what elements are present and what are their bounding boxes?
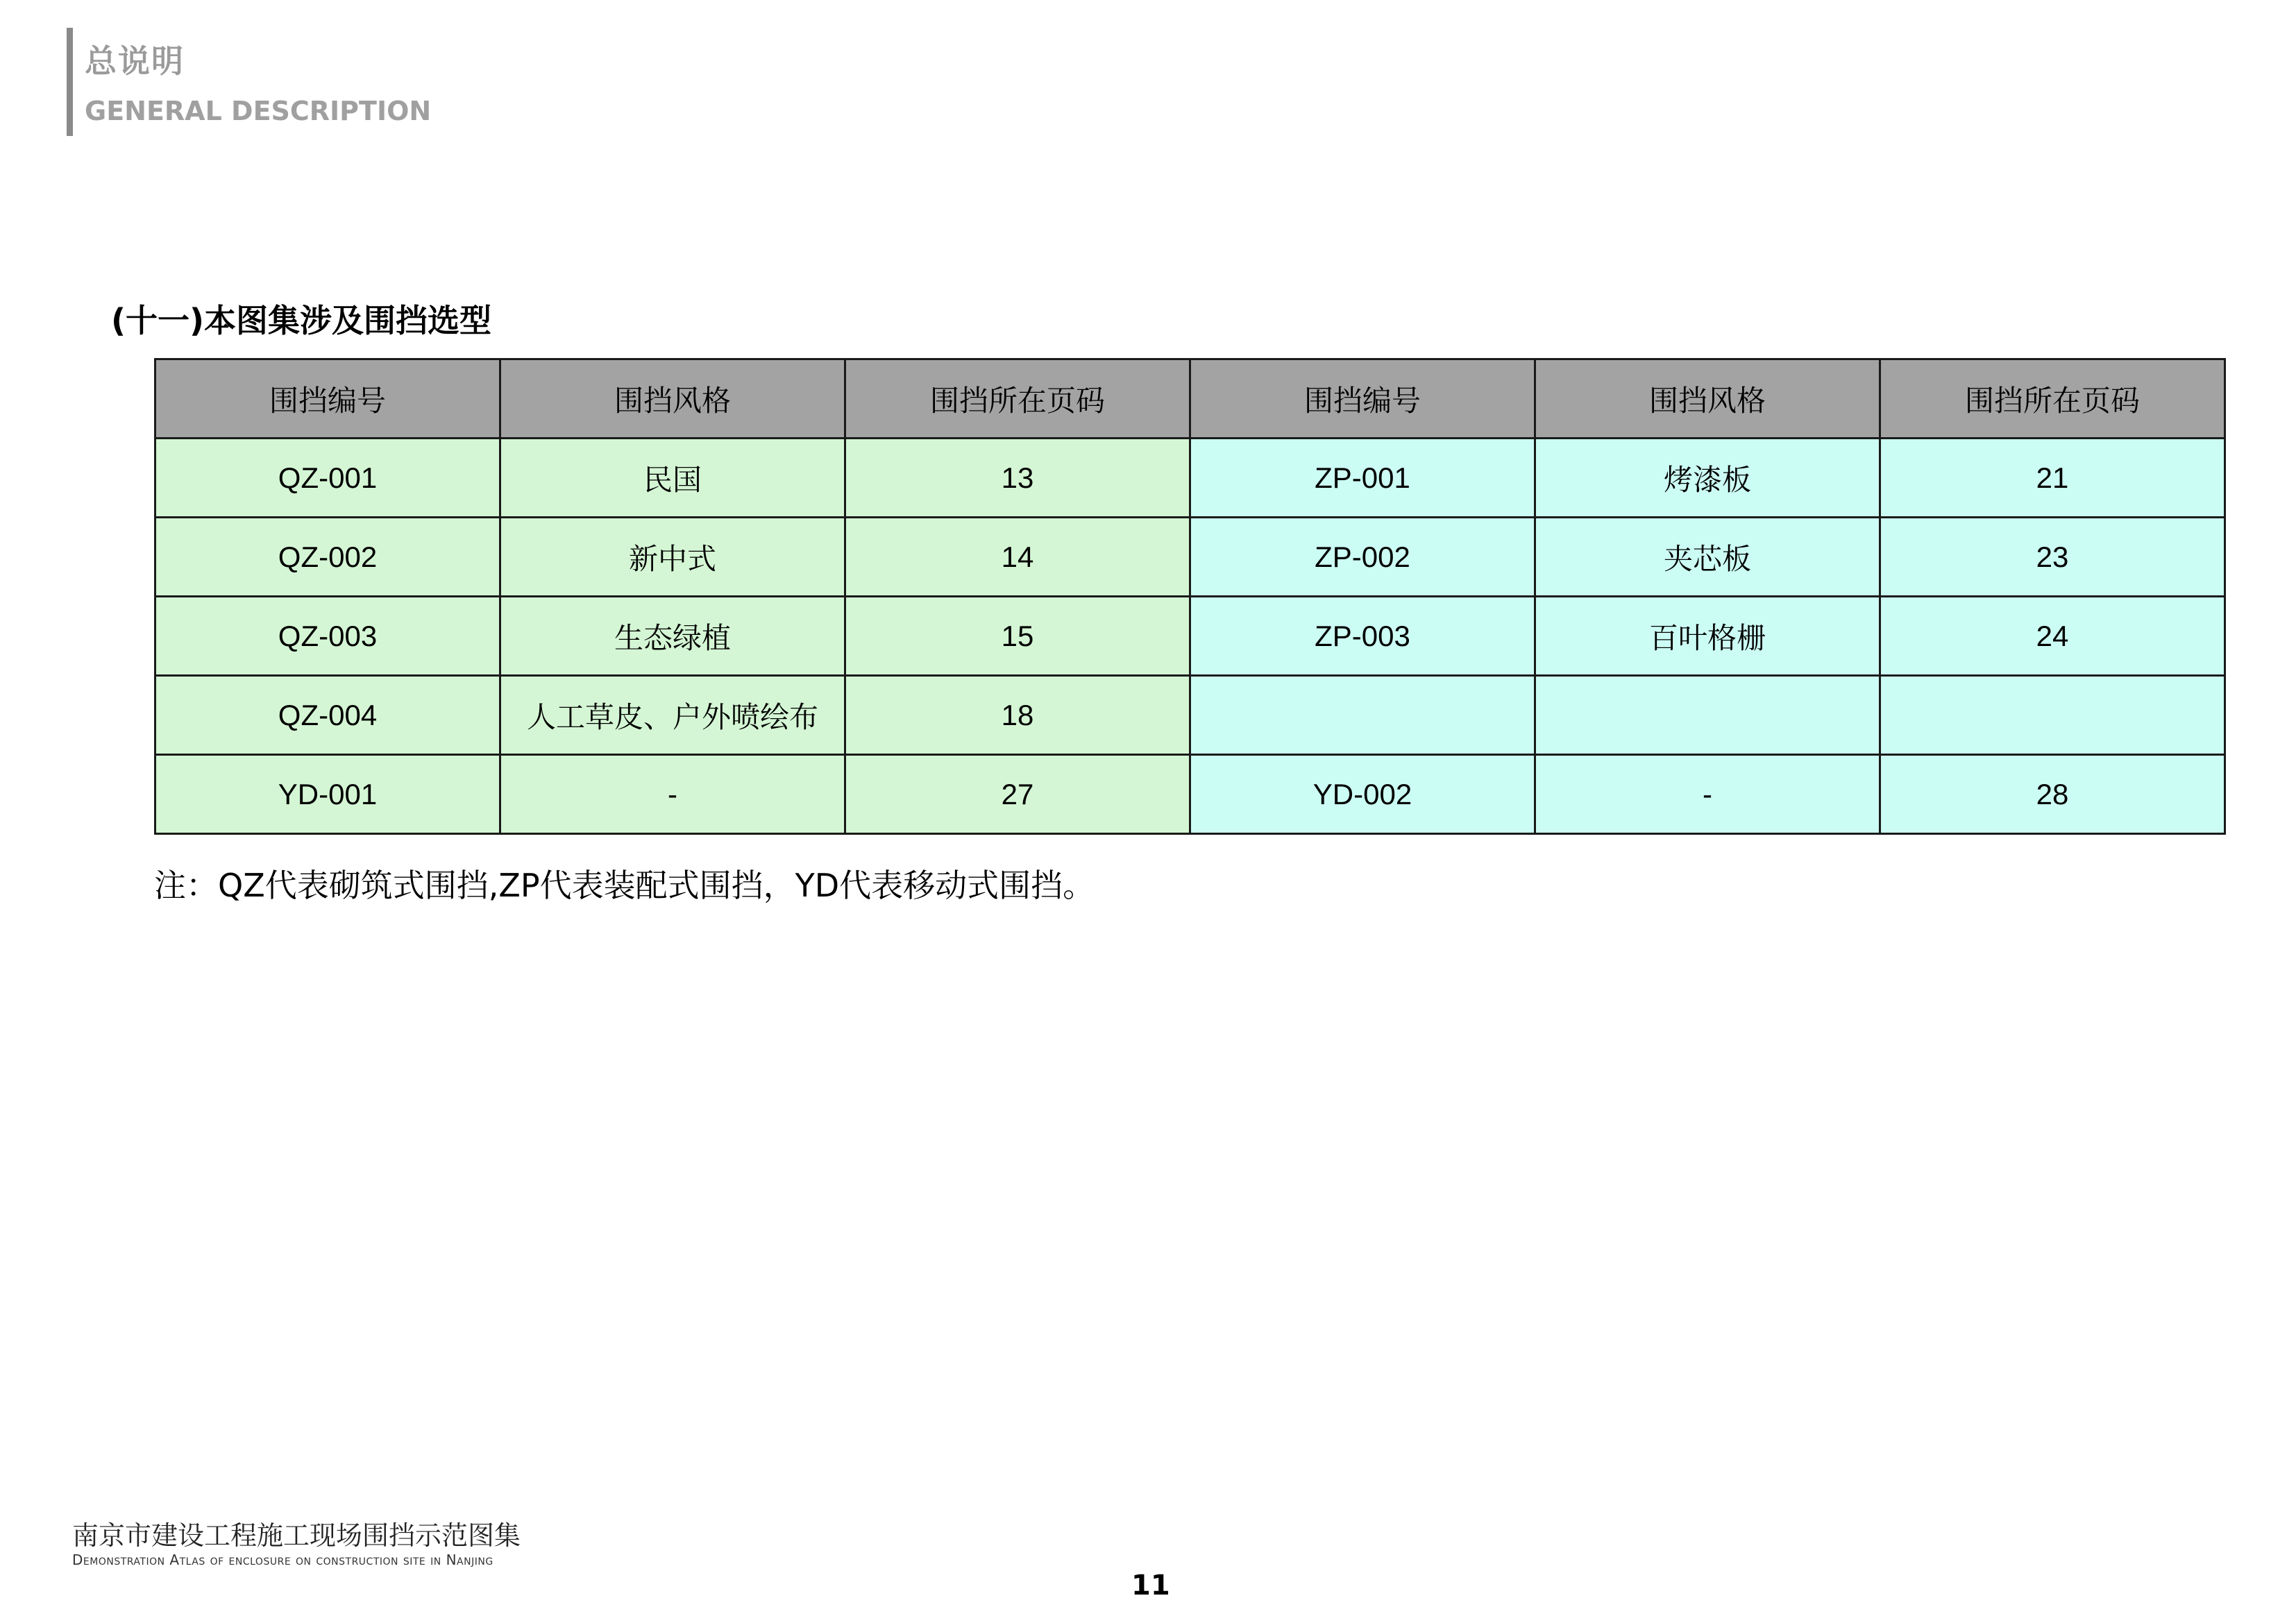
- table-header-row: [155, 359, 2225, 439]
- table-cell: 人工草皮、户外喷绘布: [500, 676, 845, 755]
- table-cell: 27: [845, 755, 1190, 834]
- table-cell: [1535, 676, 1880, 755]
- table-cell: 23: [1880, 518, 2225, 597]
- table-cell: QZ-004: [155, 676, 500, 755]
- table-cell: 24: [1880, 597, 2225, 676]
- table-cell: ZP-001: [1190, 439, 1535, 518]
- table-cell: 百叶格栅: [1535, 597, 1880, 676]
- table-cell: [1190, 676, 1535, 755]
- column-header: 围挡所在页码: [1880, 359, 2225, 439]
- table-cell: QZ-001: [155, 439, 500, 518]
- footer-title: 南京市建设工程施工现场围挡示范图集: [72, 1520, 521, 1551]
- column-header: 围挡所在页码: [845, 359, 1190, 439]
- table-cell: 28: [1880, 755, 2225, 834]
- table-cell: 15: [845, 597, 1190, 676]
- column-header: 围挡编号: [155, 359, 500, 439]
- table-cell: ZP-002: [1190, 518, 1535, 597]
- table-cell: QZ-002: [155, 518, 500, 597]
- section-heading: (十一)本图集涉及围挡选型: [111, 302, 492, 339]
- table-cell: 民国: [500, 439, 845, 518]
- table-row: [155, 597, 2225, 676]
- column-header: 围挡风格: [1535, 359, 1880, 439]
- table-cell: 烤漆板: [1535, 439, 1880, 518]
- header-accent-bar: [67, 28, 73, 136]
- table-cell: 14: [845, 518, 1190, 597]
- table-cell: -: [500, 755, 845, 834]
- table-cell: [1880, 676, 2225, 755]
- table-row: [155, 439, 2225, 518]
- page-number: 11: [1131, 1570, 1170, 1601]
- table-cell: 新中式: [500, 518, 845, 597]
- table-cell: 生态绿植: [500, 597, 845, 676]
- footer-subtitle: Demonstration Atlas of enclosure on construction site in Nanjing: [72, 1552, 493, 1568]
- table-row: [155, 676, 2225, 755]
- table-cell: YD-002: [1190, 755, 1535, 834]
- enclosure-type-table: [154, 358, 2226, 835]
- page-subtitle: GENERAL DESCRIPTION: [85, 96, 432, 126]
- table-note: 注：QZ代表砌筑式围挡,ZP代表装配式围挡，YD代表移动式围挡。: [154, 867, 1095, 904]
- table-cell: YD-001: [155, 755, 500, 834]
- table-cell: 13: [845, 439, 1190, 518]
- table-cell: 18: [845, 676, 1190, 755]
- table-row: [155, 518, 2225, 597]
- table-cell: 夹芯板: [1535, 518, 1880, 597]
- table-cell: -: [1535, 755, 1880, 834]
- table-cell: QZ-003: [155, 597, 500, 676]
- table-row: [155, 755, 2225, 834]
- column-header: 围挡风格: [500, 359, 845, 439]
- column-header: 围挡编号: [1190, 359, 1535, 439]
- table-cell: 21: [1880, 439, 2225, 518]
- page-title: 总说明: [85, 42, 185, 80]
- table-cell: ZP-003: [1190, 597, 1535, 676]
